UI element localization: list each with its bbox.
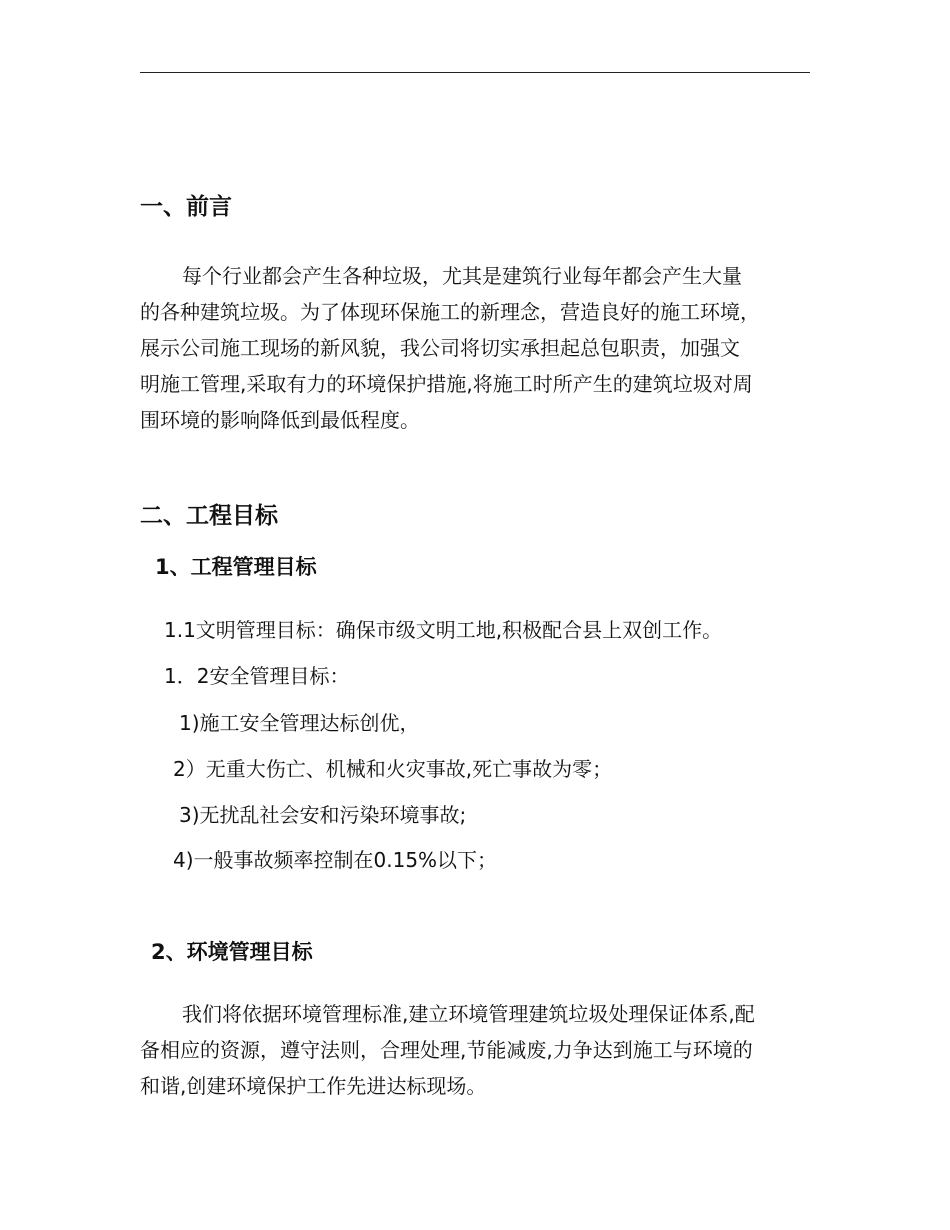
paragraph-line: 明施工管理,采取有力的环境保护措施,将施工时所产生的建筑垃圾对周 (140, 372, 753, 396)
safety-item: 2）无重大伤亡、机械和火灾事故,死亡事故为零； (173, 757, 613, 781)
paragraph-line: 和谐,创建环境保护工作先进达标现场。 (140, 1074, 487, 1098)
heading-environment-goals: 2、环境管理目标 (151, 940, 313, 964)
paragraph-line: 我们将依据环境管理标准,建立环境管理建筑垃圾处理保证体系,配 (182, 1002, 755, 1026)
heading-goals: 二、工程目标 (140, 503, 278, 529)
paragraph-environment (140, 996, 812, 1104)
safety-item: 1)施工安全管理达标创优， (179, 711, 420, 735)
paragraph-line: 围环境的影响降低到最低程度。 (140, 408, 420, 432)
paragraph-line: 备相应的资源，遵守法则，合理处理,节能减废,力争达到施工与环境的 (140, 1038, 753, 1062)
safety-item: 3)无扰乱社会安和污染环境事故; (179, 803, 467, 827)
civil-goal: 1.1文明管理目标：确保市级文明工地,积极配合县上双创工作。 (164, 618, 723, 642)
safety-goal-heading: 1．2安全管理目标： (164, 664, 350, 688)
paragraph-line: 每个行业都会产生各种垃圾，尤其是建筑行业每年都会产生大量 (182, 264, 742, 288)
heading-preface: 一、前言 (140, 194, 232, 220)
paragraph-line: 展示公司施工现场的新风貌，我公司将切实承担起总包职责，加强文 (140, 336, 740, 360)
paragraph-line: 的各种建筑垃圾。为了体现环保施工的新理念，营造良好的施工环境， (140, 300, 760, 324)
heading-management-goals: 1、工程管理目标 (155, 555, 317, 579)
paragraph-preface (140, 258, 812, 438)
header-rule (140, 72, 810, 73)
safety-item: 4)一般事故频率控制在0.15%以下； (173, 848, 498, 872)
